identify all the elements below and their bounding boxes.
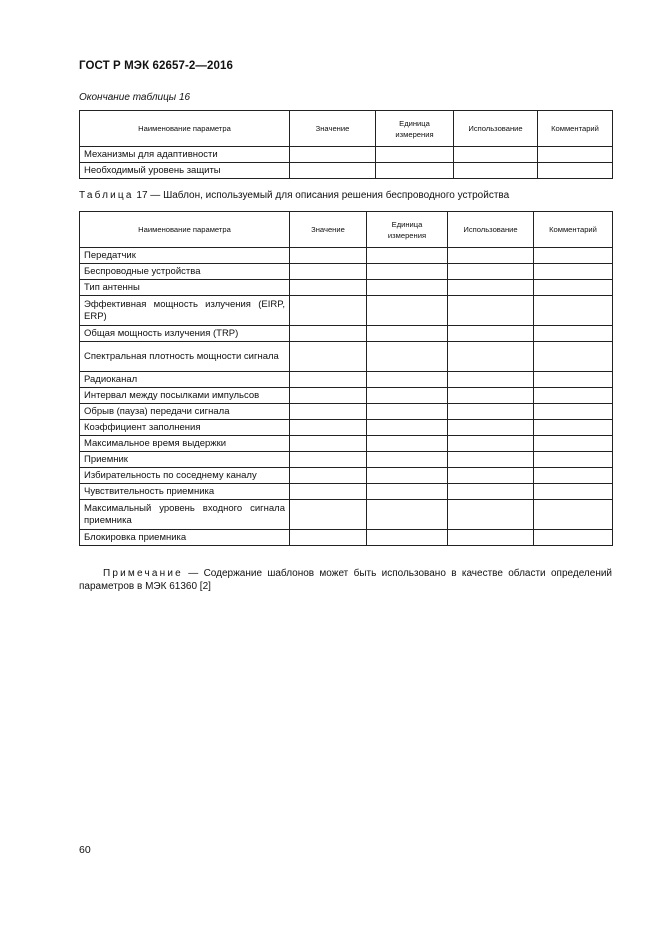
row-label: Интервал между посылками импульсов [80, 388, 290, 404]
table-row [80, 530, 613, 546]
table-row [80, 420, 613, 436]
table-row [80, 452, 613, 468]
comment-cell [538, 147, 613, 163]
row-label: Максимальное время выдержки [80, 436, 290, 452]
value-cell [290, 163, 376, 179]
note [79, 567, 612, 593]
row-label: Эффективная мощность излучения (EIRP, ERP) [80, 296, 290, 326]
col-header-unit: Единица измерения [367, 212, 448, 248]
table-row [80, 484, 613, 500]
row-label: Чувствительность приемника [80, 484, 290, 500]
row-label: Блокировка приемника [80, 530, 290, 546]
table-row [80, 326, 613, 342]
table-row [80, 264, 613, 280]
row-label: Общая мощность излучения (TRP) [80, 326, 290, 342]
col-header-value: Значение [290, 212, 367, 248]
document-header: ГОСТ Р МЭК 62657-2—2016 [79, 60, 233, 72]
row-label: Передатчик [80, 248, 290, 264]
col-header-value: Значение [290, 111, 376, 147]
table-row [80, 248, 613, 264]
value-cell [290, 147, 376, 163]
table16-caption: Окончание таблицы 16 [79, 92, 191, 103]
table-row [80, 296, 613, 326]
comment-cell [538, 163, 613, 179]
col-header-comment: Комментарий [538, 111, 613, 147]
unit-cell [376, 147, 454, 163]
col-header-parameter-name: Наименование параметра [80, 111, 290, 147]
table-row [80, 388, 613, 404]
row-label: Максимальный уровень входного сигнала приемника [80, 500, 290, 530]
table-row [80, 147, 613, 163]
table17-caption [79, 190, 509, 201]
table-row [80, 342, 613, 372]
row-label: Коэффициент заполнения [80, 420, 290, 436]
table17-caption-text: 17 — Шаблон, используемый для описания решения беспроводного устройства [136, 190, 510, 201]
row-label: Избирательность по соседнему каналу [80, 468, 290, 484]
table-row [80, 436, 613, 452]
row-label: Необходимый уровень защиты [80, 163, 290, 179]
row-label: Тип антенны [80, 280, 290, 296]
note-label: Примечание [103, 568, 183, 579]
usage-cell [454, 147, 538, 163]
row-label: Механизмы для адаптивности [80, 147, 290, 163]
table17-caption-label: Таблица [79, 190, 134, 201]
table-row [80, 468, 613, 484]
row-label: Спектральная плотность мощности сигнала [80, 342, 290, 372]
table-row [80, 372, 613, 388]
row-label: Приемник [80, 452, 290, 468]
col-header-comment: Комментарий [534, 212, 613, 248]
row-label: Обрыв (пауза) передачи сигнала [80, 404, 290, 420]
unit-cell [376, 163, 454, 179]
table-row [80, 163, 613, 179]
usage-cell [454, 163, 538, 179]
note-text: — Содержание шаблонов может быть использовано в качестве области определений параметров в МЭК 61360 [2] [79, 568, 613, 592]
page-number: 60 [79, 844, 91, 856]
col-header-unit: Единица измерения [376, 111, 454, 147]
col-header-usage: Использование [454, 111, 538, 147]
col-header-usage: Использование [448, 212, 534, 248]
table-16 [79, 110, 613, 179]
table-17 [79, 211, 613, 546]
col-header-parameter-name: Наименование параметра [80, 212, 290, 248]
table16-header-row [80, 111, 613, 147]
table17-header-row [80, 212, 613, 248]
row-label: Радиоканал [80, 372, 290, 388]
table-row [80, 404, 613, 420]
row-label: Беспроводные устройства [80, 264, 290, 280]
table-row [80, 280, 613, 296]
table-row [80, 500, 613, 530]
